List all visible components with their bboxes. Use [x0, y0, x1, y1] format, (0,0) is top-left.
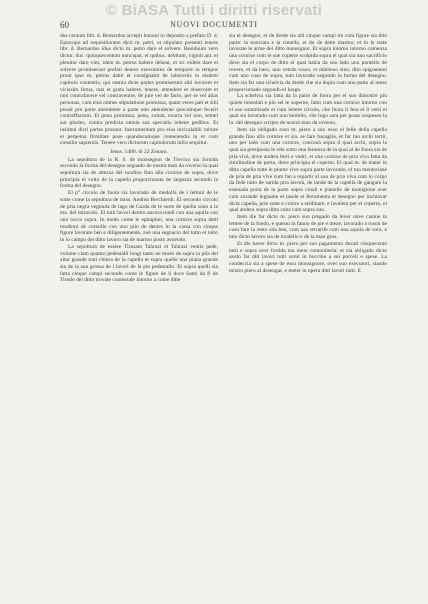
right-paragraph-5: Et die haver dicto m. piero per suo pagamento ducati cinquecento tutti e sopra over fortida ma mere comoniteria; et sia obligado dicto sardo far diti lavori tutti sorni in bocchie a soi porcell e spese. La condeccia sia a spese de esso monsignore, over suo executori, siando mistro piero al desengar, e meter in opera ditti lavori tutti. E: [229, 240, 387, 274]
right-paragraph-1: sia el desegno, et de drede sia alli cinque campi tre cum figure sta dito parte: la nunciata e la cunella, et do de dette marmo; et in le teste lavorate le arme del ditto monsignor. Et sopra intorno intorno comenza una cornixe cum le sue coperte scolpida sopra el qual sia uno sacrificio dove sia el corpo de ditto el qual habia da suo lado uno pontello de rovere, et da baso, uno vetrdo rosso, et dubitoso sino, dito spigranemi cum uno cuso de sopra, tuto lavorado segondo la forma del desegno. Item sia far una schelvia da drede che sia dopia cum uno patto al meso proporcionado segondo el luogo.: [229, 33, 387, 93]
left-paragraph-1: dus centum libr. d. Bernardus accepit bononi in deposito a prefato D. d. Episcopo ad requisitionem dicti m. petri, ut stipulato presenti tenere libr. d. Bernardus idus dicto m. petro dare et solvere. Residuum vero dictor. duc. quinquecentum nuncupat. et quibus. debitum, viginti ant. et plenitur dare vim, idem m. petrus habere debeat, et sic eidem dare et solvere promiserunt prefati dentur executores de tempore in tempus prout ipse m. petrus dabit et consignabit de laboreriis in eisdem capitulo contentis; qui omnia dicte partes promiserunt sibi invicem et vicissim firma, rata et grata habere, tenere, attendere et observare et non contrafacere vel contravenire, de jure vel de facto, per se vel alias personas, cum eius omnes stipulatione promissa, quam veres pati et sibi possit pro parte attendente a parte non attendente quocumque fecerit contraffactum. Et pena promissa, pena, soluta, exacta vel non, semel aut pluries, contra predicta omnia sua specialis rebene pedibus. Et insimul dicti partes prosunt. Instrumentum pro eius invicalabili robore et perpetua firmitate pose quandocumque contenendis in et cum consilio sapientis. Tenere vero dictorum capitulorum infra sequitur.: [60, 33, 218, 147]
running-head: NUOVI DOCUMENTI: [170, 20, 258, 29]
page-number: 60: [60, 20, 69, 30]
left-column: [60, 33, 218, 284]
right-column: [229, 33, 387, 274]
date-heading: Jesus. 1480. di 22 Zenaro.: [110, 148, 168, 155]
left-paragraph-3: El p° circolo de fuora sia lavorado de medolla de i lettoni de le sorte come la sepultura de miss. Andrea Berchierdi. El secondo circolo de pria negra vegnuda de lago de Garda de le sorte de quella sono a la ma. del miracolo. El tutti lavori dentro ancora tondi con una aquila con uno tocco sopra. In modo come le epitaphio, una cornixe sopra detti modioni de cornolle con uno pilo de dentro in la cassa con cinque figure lavorate ben e diligentemente, zoé una segnacio del tutto et tutto in lo campo del ditto lavoro sia de marmo posto avuendo.: [60, 190, 218, 244]
watermark: © BiASA Tutti i diritti riservati: [105, 2, 322, 19]
right-paragraph-4: Item die far dicto m. piero suo pregado da lever unve canine in lettere de la fondo, e questo in fanno de pie e meze, lavorado a ruson de cuso fare la resto sita ben, cum uso terrarife cum una aquila de soto, e tuto dicto lavoro sia de modello e de la man gros.: [229, 213, 387, 241]
left-paragraph-2: La sepoltura de la R. S. de monsegnor de Trevixo sia fornida secondo la forma del desegno segnado de nostra man da roverso la qual sepultura sia de altezza del tondino fino alla cornixe de sopra, dove principia el volto de la capella proporcionata de largezza secondo la forma del desegno.: [60, 156, 218, 190]
right-paragraph-2: La schelvia sia fatta da la parte de fuora per el suo dimostre più quiete tonsolati e più sel le superne, fatto cum una cornixe intorno con el suo sommisado et cum lettere circolo, che fuora li fera el li vetri el qual sia lavorado cum uno bertello, che lugo sara per posar sospeseo la lu. del desegno scripto de nostra man da roverso.: [229, 93, 387, 127]
right-paragraph-3: Item sia obligado esso m. piero a suo exso el felle della capella grande fino alla cornixe et sia. se fare bacaglia, et far tuo archi tortir, uno per lado cum una cornixe, conconà sopra li qual archi, sopra la quai sia presiposta le rele sotto una fenestra de la qual al de fuora sia de pria vivà, dove andera ferri e vedri, et una cornixe de pria viva fatta da similitudine de porta, dove principia el coperto. El qual m. de mater in ditta capella tutte le piume vive sopra parte lavorado, el tuo mentoriane de pria de pria vive cum fan a repartir al suo de pria viva cum lo corpo da fede tutto de sarida pria lavorà, de lande de la capella de gangare la esemada porta de la parte sopra vinali e pianelle de monigione aver cum zorande legname et tasele et ferramenta et desegno per inchiavar dicta capella, prie sotte e coloro a seldinare, e lavelent per el coperto, el qual andera sopra ditta cuba cum sopra suo.: [229, 126, 387, 214]
left-paragraph-4: La sepoltura de essere Tirusato Tahrazi et Tahrazi ventis pede, volume ciam quattro pedestalli longi tanto ne mosti de sopra la pila del altar grande tutti chiesa de la capella et sopra quelle una piana grande sia de la sua grossa de i lavori de la pie pedestallo. Et sopra quelli sia fatta cinque campi secondo come le figure de li doce Santi da fi de Tirodo del ditto trovate contenude intorno a come ditte: [60, 243, 218, 284]
